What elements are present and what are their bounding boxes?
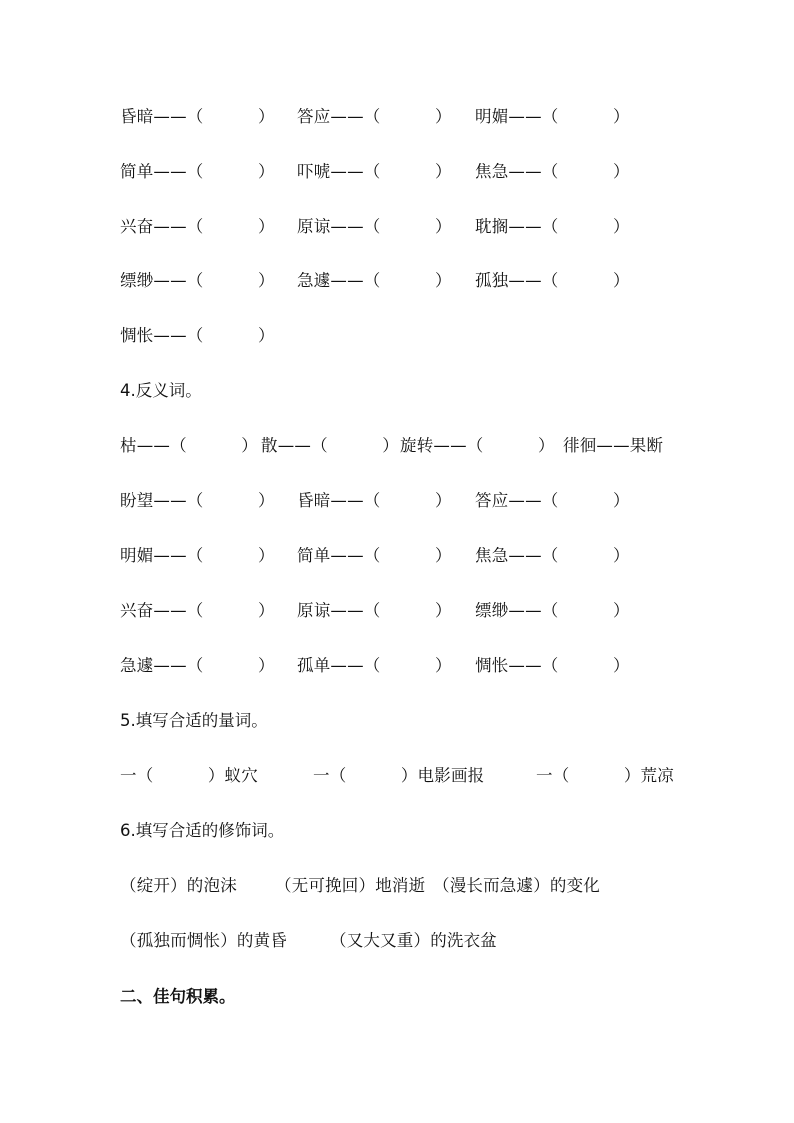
section-two-heading: 二、佳句积累。 <box>120 987 236 1006</box>
antonym-row-5 <box>120 654 630 678</box>
antonyms-heading: 4.反义词。 <box>120 381 202 400</box>
synonym-item: 原谅——（ ） <box>297 217 452 236</box>
antonym-item: 惆怅——（ ） <box>475 656 630 675</box>
synonym-item: 孤独——（ ） <box>475 271 630 290</box>
synonym-item: 缥缈——（ ） <box>120 271 275 290</box>
antonym-row-4 <box>120 599 630 623</box>
measure-word-item: 一（ ）荒凉 <box>536 766 674 785</box>
antonym-item: 孤单——（ ） <box>297 656 452 675</box>
antonym-item: 枯——（ ） <box>120 436 258 455</box>
antonym-row-2 <box>120 489 630 513</box>
modifier-item: （无可挽回）地消逝 <box>275 876 426 895</box>
synonym-item: 吓唬——（ ） <box>297 162 452 181</box>
modifier-item: （漫长而急遽）的变化 <box>433 876 600 895</box>
synonym-item: 耽搁——（ ） <box>475 217 630 236</box>
synonym-item: 答应——（ ） <box>297 107 452 126</box>
synonym-row-1 <box>120 105 630 129</box>
synonym-item: 兴奋——（ ） <box>120 217 275 236</box>
antonym-item: 旋转——（ ） <box>400 436 555 455</box>
antonym-row-3 <box>120 544 630 568</box>
modifiers-row-2 <box>120 929 497 953</box>
synonym-row-4 <box>120 269 630 293</box>
modifier-item: （孤独而惆怅）的黄昏 <box>120 931 287 950</box>
modifiers-row-1 <box>120 874 600 898</box>
synonym-item: 昏暗——（ ） <box>120 107 275 126</box>
measure-word-item: 一（ ）蚁穴 <box>120 766 258 785</box>
synonym-item: 明媚——（ ） <box>475 107 630 126</box>
antonym-item: 简单——（ ） <box>297 546 452 565</box>
antonym-item: 急遽——（ ） <box>120 656 275 675</box>
antonym-item: 昏暗——（ ） <box>297 491 452 510</box>
synonym-row-5 <box>120 324 275 348</box>
modifiers-heading: 6.填写合适的修饰词。 <box>120 821 285 840</box>
synonym-item: 惆怅——（ ） <box>120 326 275 345</box>
synonym-row-3 <box>120 215 630 239</box>
antonym-item: 兴奋——（ ） <box>120 601 275 620</box>
antonym-item: 散——（ ） <box>261 436 399 455</box>
antonym-item: 缥缈——（ ） <box>475 601 630 620</box>
synonym-item: 简单——（ ） <box>120 162 275 181</box>
measure-words-heading: 5.填写合适的量词。 <box>120 711 268 730</box>
synonym-row-2 <box>120 160 630 184</box>
synonym-item: 焦急——（ ） <box>475 162 630 181</box>
measure-words-row <box>120 764 674 788</box>
measure-word-item: 一（ ）电影画报 <box>313 766 485 785</box>
synonym-item: 急遽——（ ） <box>297 271 452 290</box>
antonym-item: 原谅——（ ） <box>297 601 452 620</box>
modifier-item: （又大又重）的洗衣盆 <box>330 931 497 950</box>
antonym-row-1 <box>120 434 664 458</box>
antonym-item: 徘徊——果断 <box>563 436 664 455</box>
antonym-item: 明媚——（ ） <box>120 546 275 565</box>
antonym-item: 盼望——（ ） <box>120 491 275 510</box>
antonym-item: 焦急——（ ） <box>475 546 630 565</box>
modifier-item: （绽开）的泡沫 <box>120 876 237 895</box>
antonym-item: 答应——（ ） <box>475 491 630 510</box>
